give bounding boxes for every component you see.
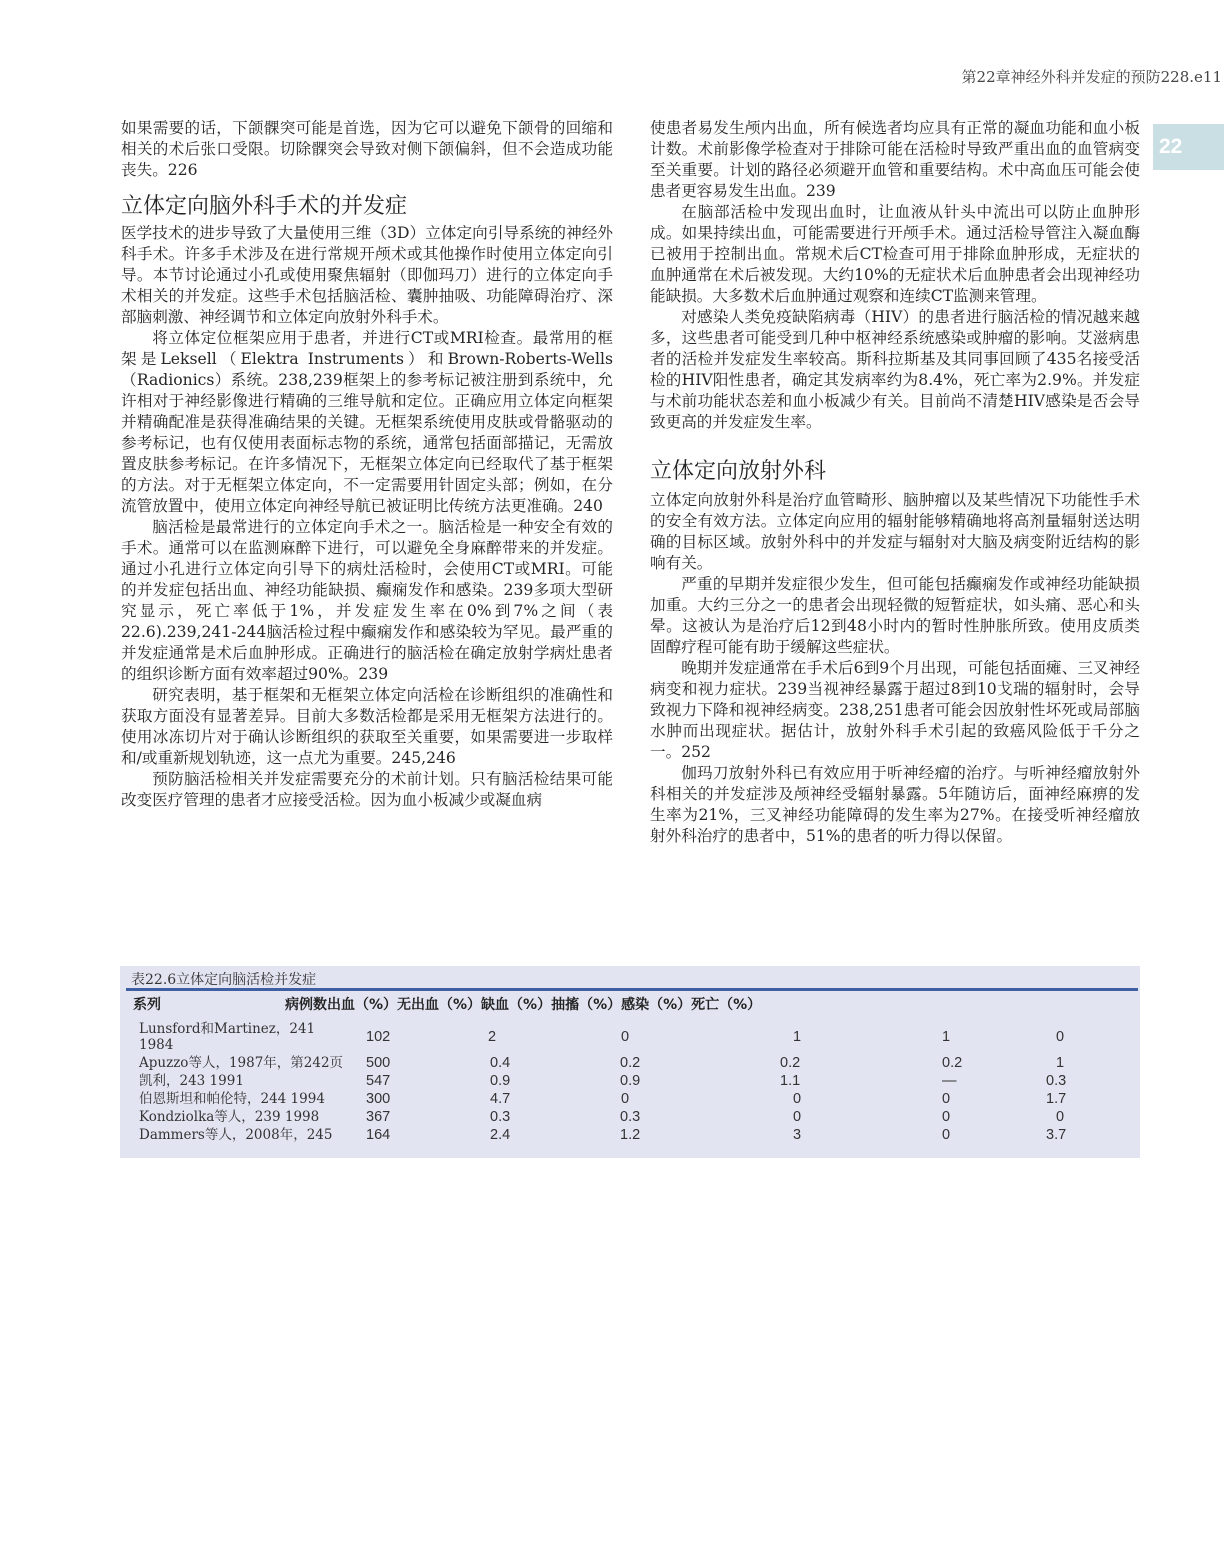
cell-ischemia: 0	[793, 1109, 802, 1125]
cell-hemorrhage: 0.4	[490, 1055, 511, 1071]
cell-no-hemorrhage: 0	[621, 1091, 630, 1107]
cell-cases: 367	[366, 1109, 391, 1125]
left-column	[121, 118, 613, 811]
cell-seizure: 0	[942, 1109, 951, 1125]
cell-no-hemorrhage: 1.2	[620, 1127, 641, 1143]
header-columns: 病例数出血（%）无出血（%）缺血（%）抽搐（%）感染（%）死亡（%）	[285, 997, 762, 1013]
paragraph: 立体定向放射外科是治疗血管畸形、脑肿瘤以及某些情况下功能性手术的安全有效方法。立体定向应用的辐射能够精确地将高剂量辐射送达明确的目标区域。放射外科中的并发症与辐射对大脑及病变附近结构的影响有关。	[650, 491, 1140, 572]
paragraph: 对感染人类免疫缺陷病毒（HIV）的患者进行脑活检的情况越来越多，这些患者可能受到几种中枢神经系统感染或肿瘤的影响。艾滋病患者的活检并发症发生率较高。斯科拉斯基及其同事回顾了435名接受活检的HIV阳性患者，确定其发病率约为8.4%，死亡率为2.9%。并发症与术前功能状态差和血小板减少有关。目前尚不清楚HIV感染是否会导致更高的并发症发生率。	[650, 308, 1140, 431]
section-heading: 立体定向放射外科	[650, 459, 827, 484]
cell-ischemia: 1.1	[780, 1073, 801, 1089]
running-head: 第22章神经外科并发症的预防228.e11	[961, 68, 1222, 86]
cell-series: Apuzzo等人，1987年，第242页	[139, 1055, 344, 1071]
cell-seizure: 0	[942, 1127, 951, 1143]
paragraph: 伽玛刀放射外科已有效应用于听神经瘤的治疗。与听神经瘤放射外科相关的并发症涉及颅神经受辐射暴露。5年随访后，面神经麻痹的发生率为21%，三叉神经功能障碍的发生率为27%。在接受听神经瘤放射外科治疗的患者中，51%的患者的听力得以保留。	[650, 764, 1140, 845]
table-22-6	[120, 966, 1140, 1158]
paragraph: 如果需要的话，下颌髁突可能是首选，因为它可以避免下颌骨的回缩和相关的术后张口受限。切除髁突会导致对侧下颌偏斜，但不会造成功能丧失。226	[121, 119, 613, 179]
cell-cases: 102	[366, 1029, 391, 1045]
table-row	[120, 1055, 1140, 1073]
table-caption: 表22.6立体定向脑活检并发症	[131, 972, 317, 988]
cell-series: Kondziolka等人，239 1998	[139, 1109, 320, 1125]
table-rule	[126, 988, 1138, 991]
paragraph: 在脑部活检中发现出血时，让血液从针头中流出可以防止血肿形成。如果持续出血，可能需要进行开颅手术。通过活检导管注入凝血酶已被用于控制出血。常规术后CT检查可用于排除血肿形成，无症状的血肿通常在术后被发现。大约10%的无症状术后血肿患者会出现神经功能缺损。大多数术后血肿通过观察和连续CT监测来管理。	[650, 203, 1140, 305]
table-row	[120, 1127, 1140, 1145]
table-row	[120, 1073, 1140, 1091]
right-column	[650, 118, 1140, 847]
cell-no-hemorrhage: 0	[621, 1029, 630, 1045]
cell-death: 1	[1056, 1055, 1065, 1071]
paragraph: 使患者易发生颅内出血，所有候选者均应具有正常的凝血功能和血小板计数。术前影像学检查对于排除可能在活检时导致严重出血的血管病变至关重要。计划的路径必须避开血管和重要结构。术中高血压可能会使患者更容易发生出血。239	[650, 119, 1140, 200]
cell-cases: 500	[366, 1055, 391, 1071]
cell-death: 0	[1056, 1029, 1065, 1045]
cell-hemorrhage: 0.3	[490, 1109, 511, 1125]
cell-death: 0.3	[1046, 1073, 1067, 1089]
cell-death: 0	[1056, 1109, 1065, 1125]
cell-cases: 547	[366, 1073, 391, 1089]
cell-ischemia: 1	[793, 1029, 802, 1045]
cell-seizure: 1	[942, 1029, 951, 1045]
cell-cases: 300	[366, 1091, 391, 1107]
table-row	[120, 1109, 1140, 1127]
table-row	[120, 1091, 1140, 1109]
chapter-tab: 22	[1153, 124, 1224, 170]
cell-hemorrhage: 0.9	[490, 1073, 511, 1089]
cell-hemorrhage: 2	[488, 1029, 497, 1045]
paragraph: 将立体定位框架应用于患者，并进行CT或MRI检查。最常用的框架是Leksell（Elektra Instruments）和Brown-Roberts-Wells（Radionics）系统。238,239框架上的参考标记被注册到系统中，允许相对于神经影像进行精确的三维导航和定位。正确应用立体定向框架并精确配准是获得准确结果的关键。无框架系统使用皮肤或骨骼驱动的参考标记，也有仅使用表面标志物的系统，通常包括面部描记，无需放置皮肤参考标记。在许多情况下，无框架立体定向已经取代了基于框架的方法。对于无框架立体定向，不一定需要用针固定头部；例如，在分流管放置中，使用立体定向神经导航已被证明比传统方法更准确。240	[121, 329, 613, 515]
cell-no-hemorrhage: 0.2	[620, 1055, 641, 1071]
cell-ischemia: 0.2	[780, 1055, 801, 1071]
cell-series: Dammers等人，2008年，245	[139, 1127, 333, 1143]
paragraph: 脑活检是最常进行的立体定向手术之一。脑活检是一种安全有效的手术。通常可以在监测麻醉下进行，可以避免全身麻醉带来的并发症。通过小孔进行立体定向引导下的病灶活检时，会使用CT或MRI。可能的并发症包括出血、神经功能缺损、癫痫发作和感染。239多项大型研究显示，死亡率低于1%，并发症发生率在0%到7%之间（表22.6).239,241-244脑活检过程中癫痫发作和感染较为罕见。最严重的并发症通常是术后血肿形成。正确进行的脑活检在确定放射学病灶患者的组织诊断方面有效率超过90%。239	[121, 518, 613, 683]
paragraph: 晚期并发症通常在手术后6到9个月出现，可能包括面瘫、三叉神经病变和视力症状。239当视神经暴露于超过8到10戈瑞的辐射时，会导致视力下降和视神经病变。238,251患者可能会因放射性坏死或局部脑水肿而出现症状。据估计，放射外科手术引起的致癌风险低于千分之一。252	[650, 659, 1140, 761]
cell-seizure: 0	[942, 1091, 951, 1107]
cell-death: 1.7	[1046, 1091, 1067, 1107]
cell-hemorrhage: 2.4	[490, 1127, 511, 1143]
cell-series: 凯利，243 1991	[139, 1073, 244, 1089]
paragraph: 医学技术的进步导致了大量使用三维（3D）立体定向引导系统的神经外科手术。许多手术涉及在进行常规开颅术或其他操作时使用立体定向引导。本节讨论通过小孔或使用聚焦辐射（即伽玛刀）进行的立体定向手术相关的并发症。这些手术包括脑活检、囊肿抽吸、功能障碍治疗、深部脑刺激、神经调节和立体定向放射外科手术。	[121, 224, 613, 326]
table-row	[120, 1021, 1140, 1053]
cell-seizure: —	[942, 1073, 957, 1089]
cell-ischemia: 0	[793, 1091, 802, 1107]
paragraph: 预防脑活检相关并发症需要充分的术前计划。只有脑活检结果可能改变医疗管理的患者才应接受活检。因为血小板减少或凝血病	[121, 770, 613, 809]
paragraph: 研究表明，基于框架和无框架立体定向活检在诊断组织的准确性和获取方面没有显著差异。目前大多数活检都是采用无框架方法进行的。使用冰冻切片对于确认诊断组织的获取至关重要，如果需要进一步取样和/或重新规划轨迹，这一点尤为重要。245,246	[121, 686, 613, 767]
cell-no-hemorrhage: 0.9	[620, 1073, 641, 1089]
cell-cases: 164	[366, 1127, 391, 1143]
cell-ischemia: 3	[793, 1127, 802, 1143]
section-heading: 立体定向脑外科手术的并发症	[121, 194, 408, 219]
cell-seizure: 0.2	[942, 1055, 963, 1071]
cell-series: Lunsford和Martinez，241 1984	[139, 1021, 316, 1053]
cell-death: 3.7	[1046, 1127, 1067, 1143]
cell-series: 伯恩斯坦和帕伦特，244 1994	[139, 1091, 325, 1107]
cell-hemorrhage: 4.7	[490, 1091, 511, 1107]
cell-no-hemorrhage: 0.3	[620, 1109, 641, 1125]
paragraph: 严重的早期并发症很少发生，但可能包括癫痫发作或神经功能缺损加重。大约三分之一的患者会出现轻微的短暂症状，如头痛、恶心和头晕。这被认为是治疗后12到48小时内的暂时性肿胀所致。使用皮质类固醇疗程可能有助于缓解这些症状。	[650, 575, 1140, 656]
header-series: 系列	[133, 997, 161, 1013]
